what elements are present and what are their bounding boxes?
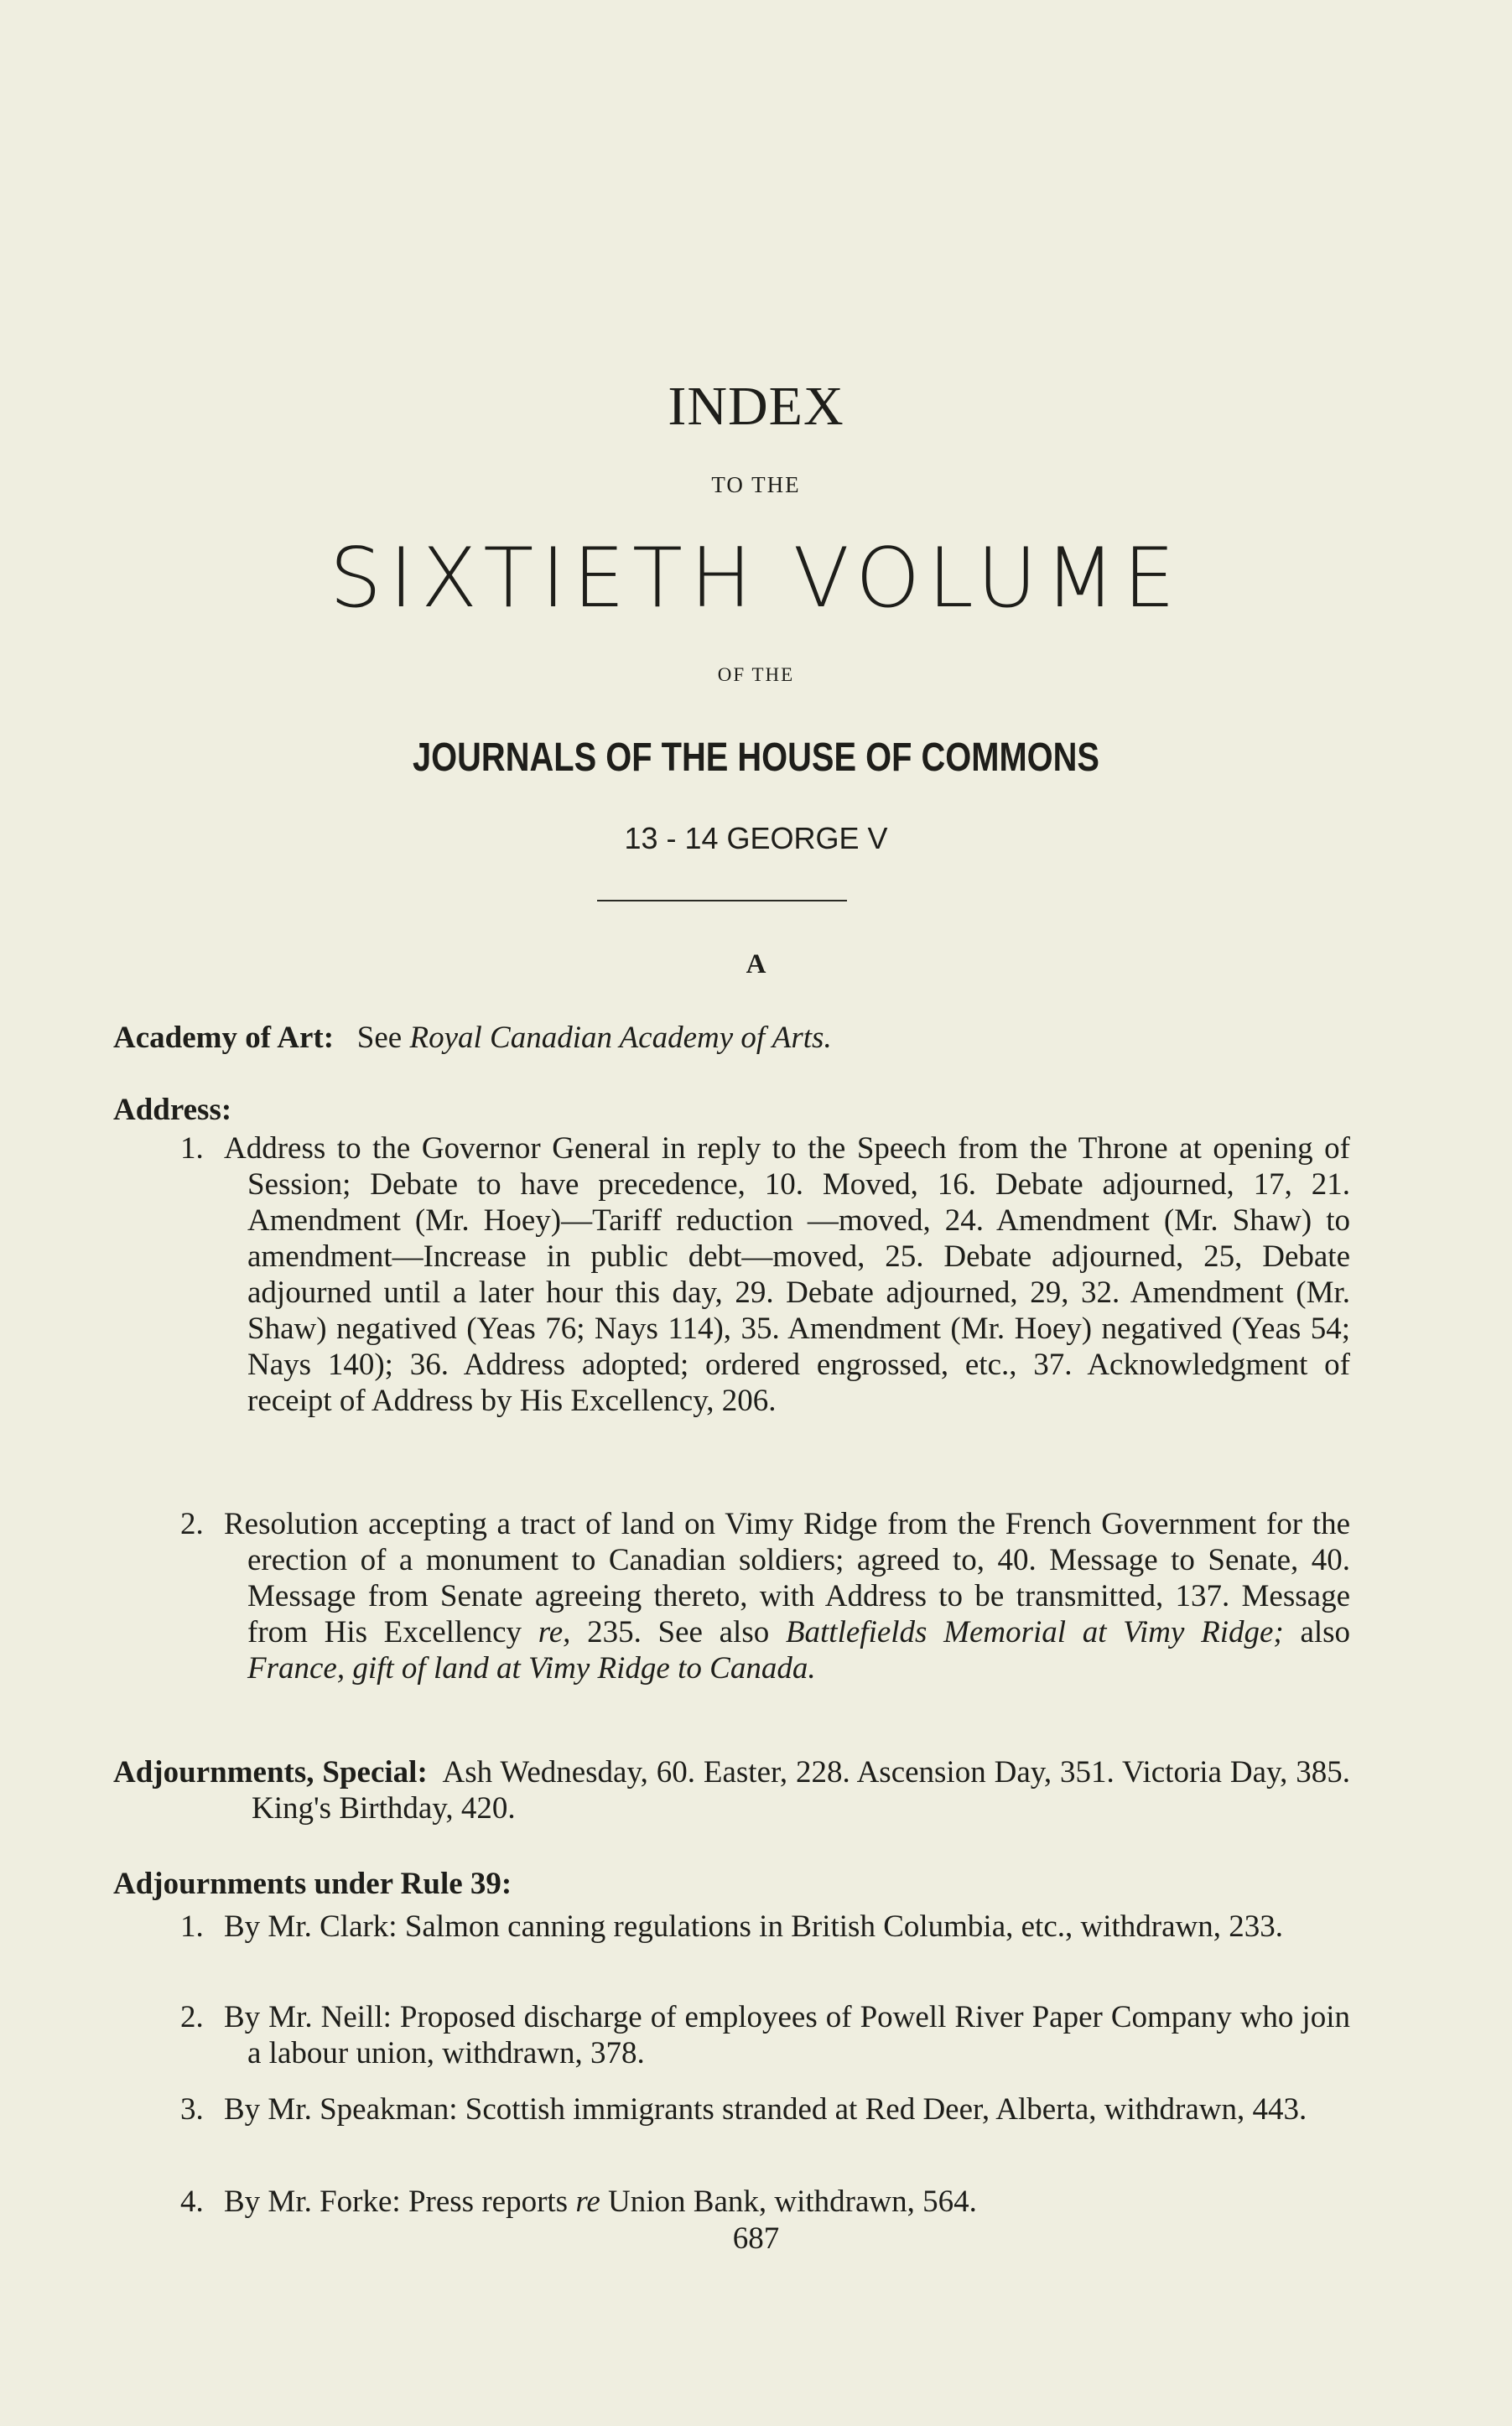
item-text: Union Bank, withdrawn, 564. xyxy=(608,2184,977,2219)
item-text: By Mr. Neill: Proposed discharge of employees of Powell River Paper Company who join a labour union, withdrawn, 378. xyxy=(224,2000,1350,2070)
of-the-subtitle: OF THE xyxy=(717,664,795,685)
re-italic: re, xyxy=(538,1615,571,1649)
to-the-subtitle: TO THE xyxy=(711,472,801,497)
list-item xyxy=(180,1130,1350,1419)
item-text: Address to the Governor General in reply to the Speech from the Throne at opening of Session; Debate to have precedence, 10. Moved, 16. Debate adjourned, 17, 21. Amendment (Mr. Hoey)—Tariff reduction —moved, 24. Amendment (Mr. Shaw) to amendment—Increase in public debt—moved, 25. Debate adjourned, 25, Debate adjourned until a later hour this day, 29. Debate adjourned, 29, 32. Amendment (Mr. Shaw) negatived (Yeas 76; Nays 114), 35. Amendment (Mr. Hoey) negatived (Yeas 54; Nays 140); 36. Address adopted; ordered engrossed, etc., 37. Acknowledgment of receipt of Address by His Excellency, 206. xyxy=(224,1131,1350,1418)
entry-adjournments-rule xyxy=(113,1866,1350,1902)
entry-text: Ash Wednesday, 60. Easter, 228. Ascension Day, 351. Victoria Day, 385. King's Birthday, 420. xyxy=(252,1755,1350,1826)
list-item xyxy=(180,2184,1350,2220)
also-label: also xyxy=(1300,1615,1351,1649)
volume-title: SIXTIETH VOLUME xyxy=(329,531,1183,626)
entry-heading: Address: xyxy=(113,1093,232,1127)
item-text: Resolution accepting a tract of land on Vimy Ridge from the French Government for the erection of a monument to Canadian soldiers; agreed to, 40. Message to Senate, 40. Message from Senate agreeing thereto, with Address to be transmitted, 137. Message from His Excellency xyxy=(224,1507,1350,1649)
section-letter: A xyxy=(746,949,766,979)
cross-reference: Battlefields Memorial at Vimy Ridge; xyxy=(785,1615,1284,1649)
see-label: See xyxy=(356,1021,403,1055)
index-title: INDEX xyxy=(668,376,844,437)
page-number: 687 xyxy=(732,2221,780,2256)
list-item xyxy=(180,1506,1350,1686)
item-number: 4. xyxy=(180,2184,204,2219)
item-number: 1. xyxy=(180,1909,204,1944)
entry-address xyxy=(113,1092,1350,1128)
entry-heading: Adjournments under Rule 39: xyxy=(113,1867,512,1901)
list-item xyxy=(180,2091,1350,2127)
cross-reference: Royal Canadian Academy of Arts. xyxy=(409,1021,832,1055)
entry-heading: Adjournments, Special: xyxy=(113,1755,428,1790)
re-italic: re xyxy=(575,2184,600,2219)
entry-academy-of-art xyxy=(113,1020,1350,1056)
item-number: 3. xyxy=(180,2092,204,2127)
reign-line: 13 - 14 GEORGE V xyxy=(624,821,888,855)
entry-adjournments-special xyxy=(113,1754,1350,1826)
list-item xyxy=(180,1999,1350,2071)
item-number: 2. xyxy=(180,1507,204,1541)
list-item xyxy=(180,1909,1350,1945)
item-number: 1. xyxy=(180,1131,204,1166)
item-text: By Mr. Speakman: Scottish immigrants stranded at Red Deer, Alberta, withdrawn, 443. xyxy=(224,2092,1307,2127)
item-number: 2. xyxy=(180,2000,204,2034)
entry-heading: Academy of Art: xyxy=(113,1021,335,1055)
item-text: By Mr. Clark: Salmon canning regulations in British Columbia, etc., withdrawn, 233. xyxy=(224,1909,1284,1944)
divider-rule xyxy=(597,900,847,901)
journals-title: JOURNALS OF THE HOUSE OF COMMONS xyxy=(413,735,1099,780)
cross-reference: France, gift of land at Vimy Ridge to Canada. xyxy=(247,1651,816,1686)
item-text: By Mr. Forke: Press reports xyxy=(224,2184,569,2219)
item-text: 235. See also xyxy=(587,1615,770,1649)
